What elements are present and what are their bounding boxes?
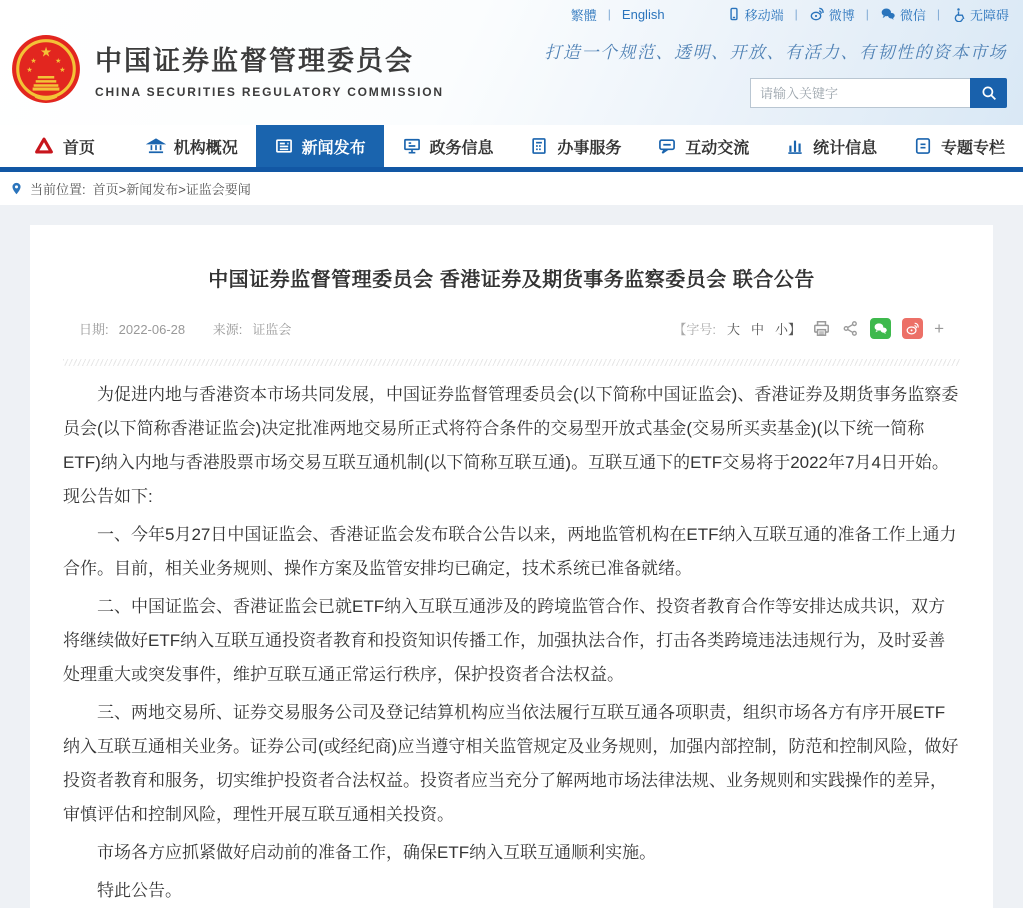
nav-item-services[interactable]: 办事服务 — [512, 125, 640, 167]
search-button[interactable] — [970, 78, 1007, 108]
share-weibo-button[interactable] — [902, 318, 923, 339]
article-body — [63, 378, 960, 908]
article-meta — [79, 319, 301, 338]
separator: | — [865, 7, 869, 21]
article-toolbar — [673, 318, 944, 339]
breadcrumb-path[interactable]: 首页>新闻发布>证监会要闻 — [92, 182, 251, 197]
article-title: 中国证券监督管理委员会 香港证券及期货事务监察委员会 联合公告 — [208, 269, 815, 291]
svg-text:★: ★ — [30, 55, 37, 65]
font-size-large-button[interactable]: 大 — [727, 322, 741, 337]
traditional-chinese-link[interactable]: 繁體 — [570, 7, 597, 23]
chat-icon — [657, 136, 677, 156]
nav-item-about[interactable]: 机构概况 — [128, 125, 256, 167]
site-brand[interactable] — [10, 30, 444, 108]
site-slogan: 打造一个规范、透明、开放、有活力、有韧性的资本市场 — [544, 43, 1007, 63]
nav-item-home[interactable]: 首页 — [0, 125, 128, 167]
svg-text:★: ★ — [26, 65, 33, 75]
print-button[interactable] — [812, 319, 831, 338]
weibo-icon — [809, 6, 825, 22]
site-subtitle: CHINA SECURITIES REGULATORY COMMISSION — [95, 85, 444, 99]
breadcrumb — [0, 172, 1023, 205]
article-date: 2022-06-28 — [118, 322, 186, 337]
search-icon — [980, 84, 998, 102]
csrc-logo-icon — [33, 135, 55, 157]
printer-icon — [812, 319, 831, 338]
site-header — [0, 0, 1023, 125]
nav-item-statistics[interactable]: 统计信息 — [767, 125, 895, 167]
article-source: 证监会 — [252, 322, 292, 337]
more-share-button[interactable]: + — [934, 318, 944, 338]
topic-doc-icon — [913, 136, 933, 156]
accessibility-link[interactable]: 无障碍 — [951, 5, 1009, 24]
nav-item-interaction[interactable]: 互动交流 — [639, 125, 767, 167]
share-button[interactable] — [842, 320, 859, 337]
main-navigation — [0, 125, 1023, 172]
site-title: 中国证券监督管理委员会 — [95, 46, 414, 76]
article-paragraph: 为促进内地与香港资本市场共同发展，中国证券监督管理委员会(以下简称中国证监会)、香港证券及期货事务监察委员会(以下简称香港证监会)决定批准两地交易所正式将符合条件的交易型开放式基金(交易所买卖基金)(以下统一简称ETF)纳入内地与香港股票市场交易互联互通机制(以下简称互联互通)。互联互通下的ETF交易将于2022年7月4日开始。现公告如下: — [63, 385, 959, 506]
location-pin-icon — [10, 181, 23, 196]
svg-text:★: ★ — [40, 44, 52, 60]
newspaper-icon — [274, 136, 294, 156]
separator: | — [936, 7, 940, 21]
font-size-small-button[interactable]: 小】 — [775, 322, 802, 337]
separator: | — [794, 7, 798, 21]
share-icon — [842, 320, 859, 337]
separator: | — [607, 7, 611, 21]
wechat-icon — [880, 6, 896, 22]
article-paragraph: 二、中国证监会、香港证监会已就ETF纳入互联互通涉及的跨境监管合作、投资者教育合作等安排达成共识，双方将继续做好ETF纳入互联互通投资者教育和投资知识传播工作，加强执法合作，打击各类跨境违法违规行为，及时妥善处理重大或突发事件，维护互联互通正常运行秩序，保护投资者合法权益。 — [63, 597, 946, 684]
nav-item-gov-info[interactable]: 政务信息 — [384, 125, 512, 167]
wechat-badge-icon — [873, 321, 888, 336]
font-size-label: 【字号: — [673, 322, 717, 337]
search-input[interactable] — [750, 78, 970, 108]
article-paragraph: 一、今年5月27日中国证监会、香港证监会发布联合公告以来，两地监管机构在ETF纳入互联互通的准备工作上通力合作。目前，相关业务规则、操作方案及监管安排均已确定，技术系统已准备就绪。 — [63, 525, 957, 578]
monitor-icon — [402, 136, 422, 156]
article-panel — [30, 225, 993, 908]
phone-icon — [727, 7, 741, 21]
wechat-link[interactable]: 微信 — [880, 5, 926, 24]
top-utility-bar — [0, 0, 1023, 28]
meta-divider — [63, 359, 960, 366]
article-paragraph: 市场各方应抓紧做好启动前的准备工作，确保ETF纳入互联互通顺利实施。 — [97, 843, 657, 862]
english-link[interactable]: English — [621, 6, 665, 22]
bar-chart-icon — [785, 136, 805, 156]
share-wechat-button[interactable] — [870, 318, 891, 339]
nav-item-news[interactable]: 新闻发布 — [256, 125, 384, 167]
nav-item-topics[interactable]: 专题专栏 — [895, 125, 1023, 167]
search-bar — [545, 78, 1008, 108]
article-paragraph: 三、两地交易所、证券交易服务公司及登记结算机构应当依法履行互联互通各项职责，组织市场各方有序开展ETF纳入互联互通相关业务。证券公司(或经纪商)应当遵守相关监管规定及业务规则，加强内部控制，防范和控制风险，做好投资者教育和服务，切实维护投资者合法权益。投资者应当充分了解两地市场法律法规、业务规则和实践操作的差异，审慎评估和控制风险，理性开展互联互通相关投资。 — [63, 703, 959, 824]
service-doc-icon — [529, 136, 549, 156]
svg-text:★: ★ — [55, 55, 62, 65]
font-size-medium-button[interactable]: 中 — [751, 322, 765, 337]
weibo-badge-icon — [905, 321, 920, 336]
svg-text:★: ★ — [59, 65, 66, 75]
bank-icon — [146, 136, 166, 156]
breadcrumb-label: 当前位置: — [30, 182, 86, 197]
source-label: 来源: — [212, 322, 243, 337]
national-emblem-logo — [10, 33, 82, 105]
article-paragraph: 特此公告。 — [97, 881, 182, 900]
weibo-link[interactable]: 微博 — [809, 5, 855, 24]
date-label: 日期: — [79, 322, 109, 337]
mobile-link[interactable]: 移动端 — [727, 5, 784, 24]
accessibility-icon — [951, 7, 966, 22]
